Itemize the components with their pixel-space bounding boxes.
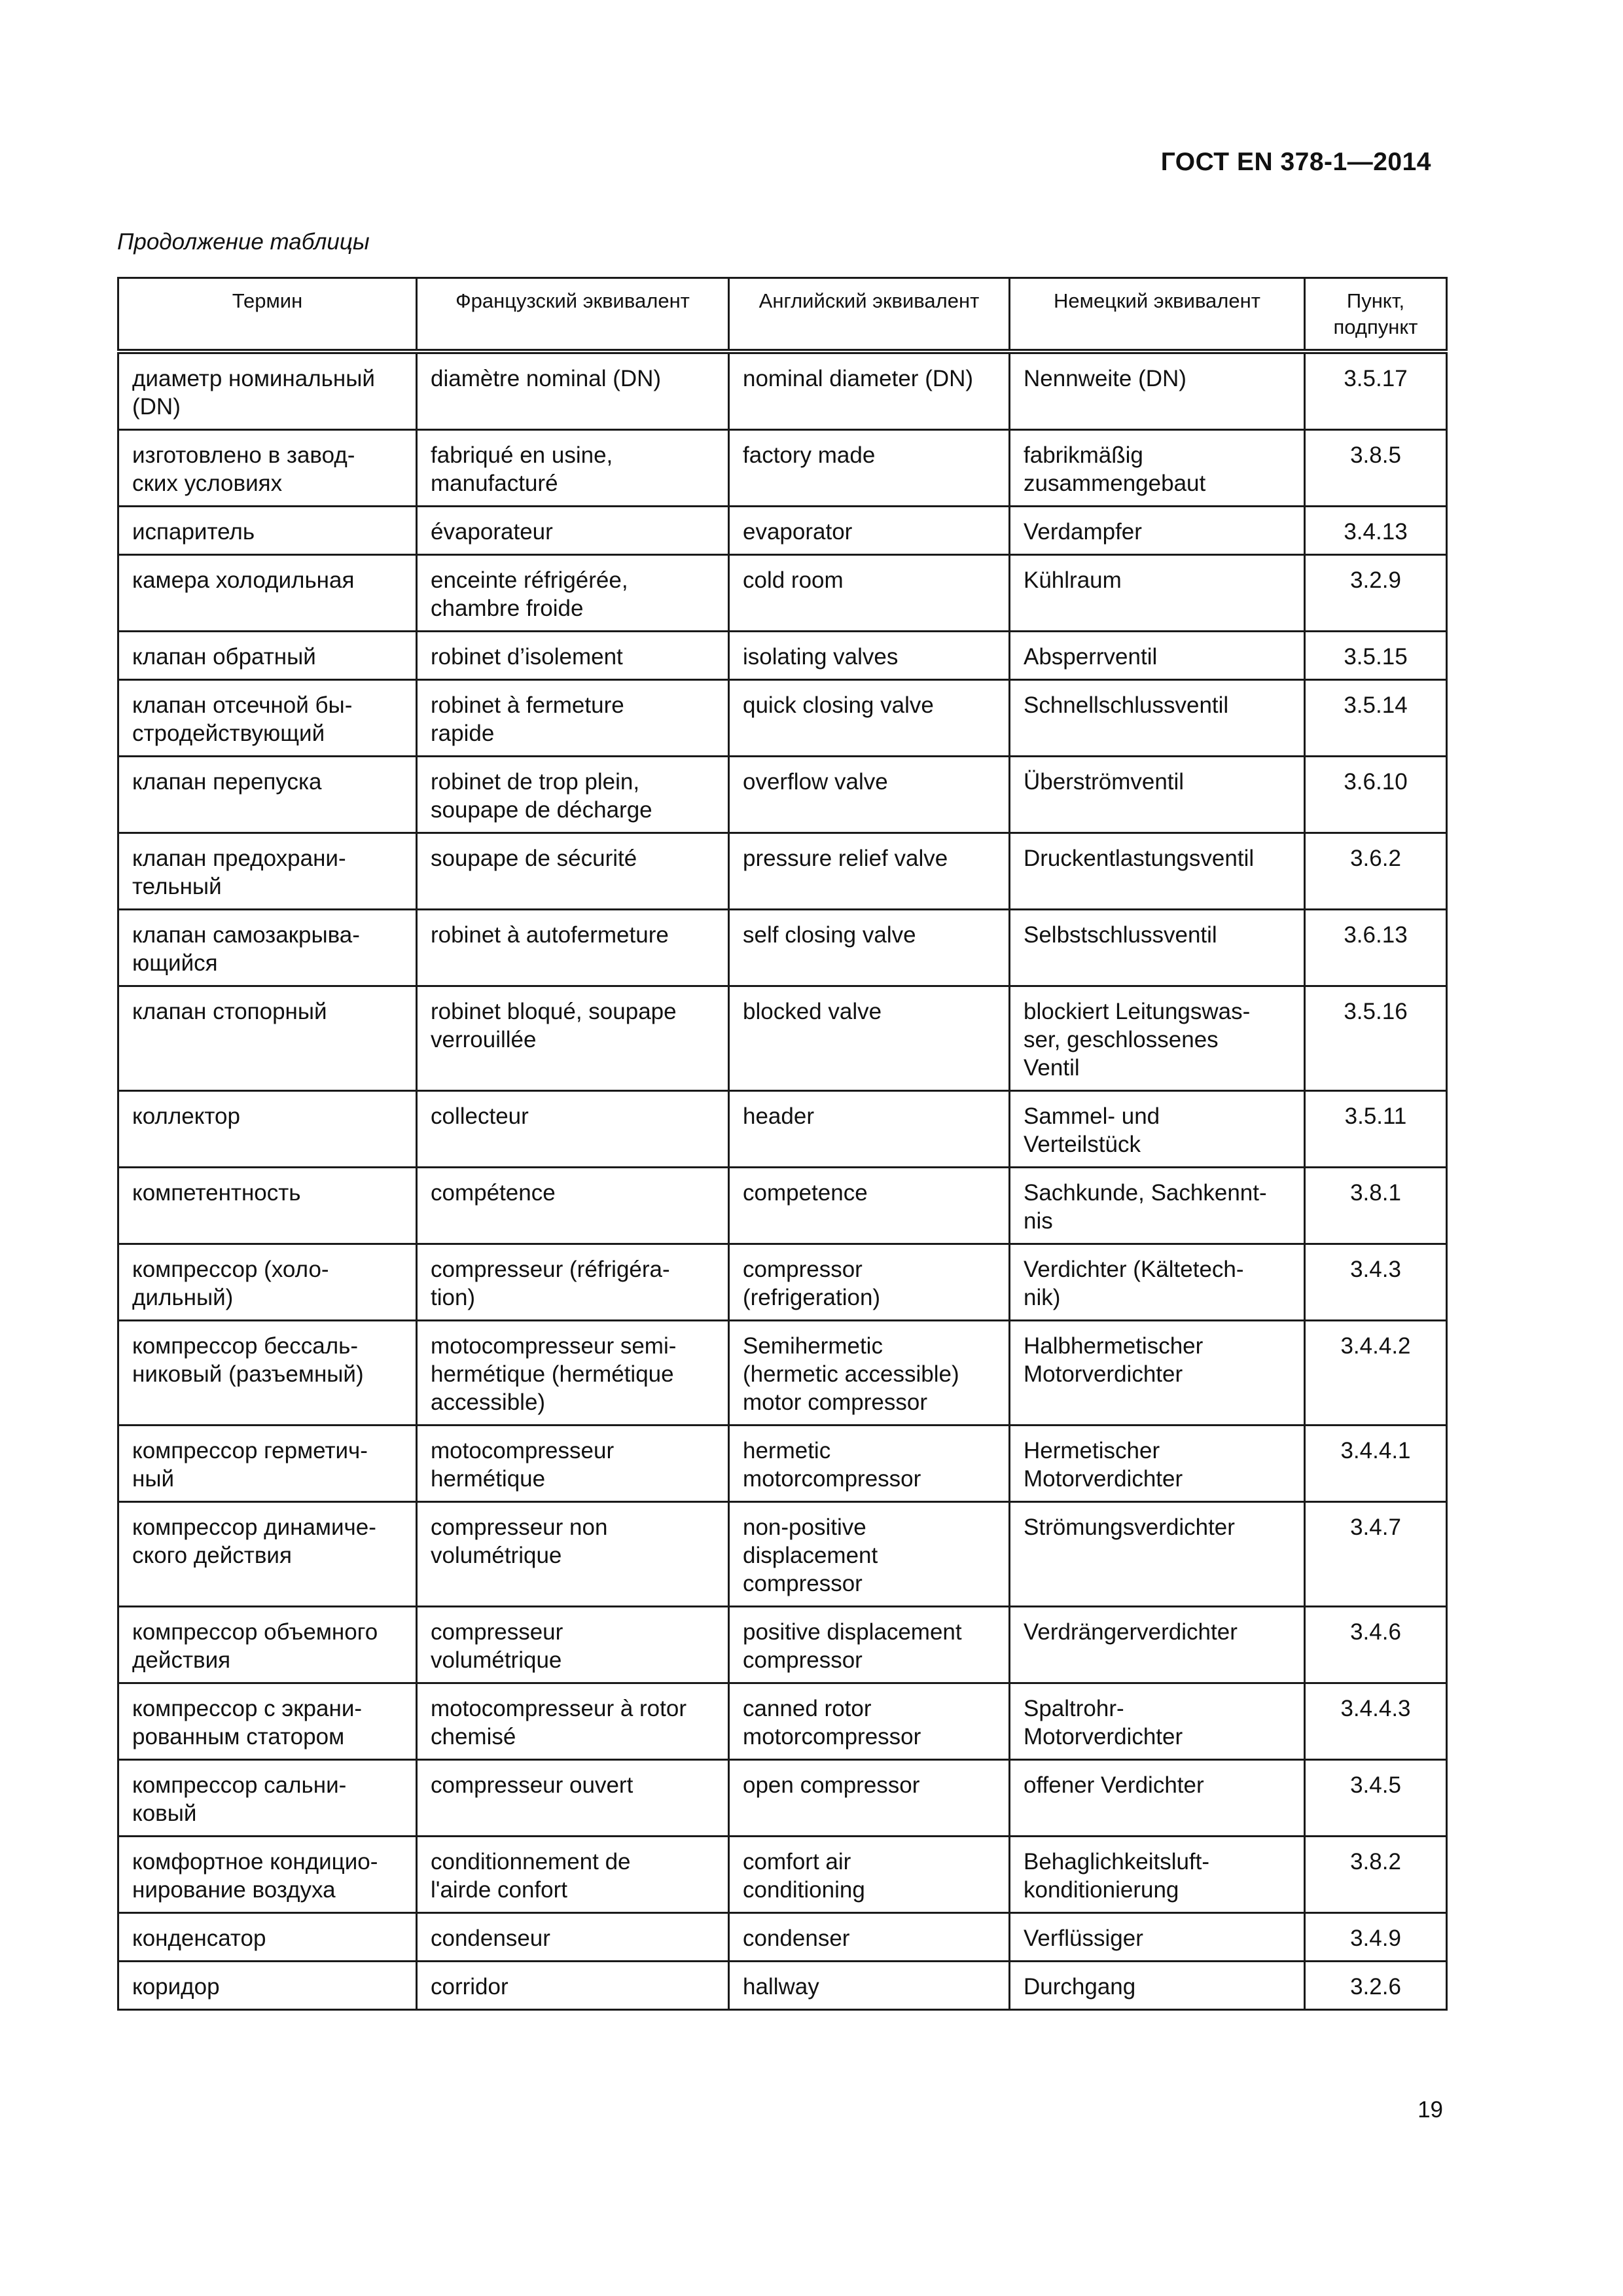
- document-code: ГОСТ EN 378-1—2014: [1160, 148, 1431, 176]
- cell-german: blockiert Leitungswas- ser, geschlossenes Ventil: [1010, 986, 1305, 1090]
- cell-term: компрессор (холо- дильный): [118, 1244, 417, 1320]
- cell-german: Kühlraum: [1010, 554, 1305, 631]
- cell-clause: 3.5.14: [1305, 679, 1447, 756]
- cell-clause: 3.6.10: [1305, 756, 1447, 833]
- cell-french: collecteur: [417, 1090, 729, 1167]
- cell-french: corridor: [417, 1961, 729, 2009]
- cell-clause: 3.4.3: [1305, 1244, 1447, 1320]
- cell-german: Spaltrohr- Motorverdichter: [1010, 1683, 1305, 1759]
- cell-german: Nennweite (DN): [1010, 351, 1305, 430]
- table-row: [118, 756, 1447, 833]
- cell-french: compresseur ouvert: [417, 1759, 729, 1836]
- cell-clause: 3.5.16: [1305, 986, 1447, 1090]
- cell-german: Verflüssiger: [1010, 1912, 1305, 1961]
- column-header-clause: Пункт, подпункт: [1305, 278, 1447, 351]
- cell-english: canned rotor motorcompressor: [729, 1683, 1010, 1759]
- cell-english: factory made: [729, 429, 1010, 506]
- cell-term: компрессор с экрани- рованным статором: [118, 1683, 417, 1759]
- table-row: [118, 506, 1447, 554]
- cell-term: клапан отсечной бы- стродействующий: [118, 679, 417, 756]
- cell-term: испаритель: [118, 506, 417, 554]
- cell-term: диаметр номинальный (DN): [118, 351, 417, 430]
- cell-english: cold room: [729, 554, 1010, 631]
- cell-clause: 3.6.2: [1305, 833, 1447, 909]
- column-header-french: Французский эквивалент: [417, 278, 729, 351]
- cell-french: robinet à autofermeture: [417, 909, 729, 986]
- cell-german: Verdrängerverdichter: [1010, 1606, 1305, 1683]
- cell-german: Druckentlastungsventil: [1010, 833, 1305, 909]
- cell-english: condenser: [729, 1912, 1010, 1961]
- cell-french: robinet de trop plein, soupape de décharge: [417, 756, 729, 833]
- cell-clause: 3.4.13: [1305, 506, 1447, 554]
- cell-german: Sammel- und Verteilstück: [1010, 1090, 1305, 1167]
- table-row: [118, 909, 1447, 986]
- table-header-row: [118, 278, 1447, 351]
- terms-table: [117, 277, 1448, 2011]
- cell-term: компрессор бессаль- никовый (разъемный): [118, 1320, 417, 1425]
- table-row: [118, 1320, 1447, 1425]
- cell-german: Hermetischer Motorverdichter: [1010, 1425, 1305, 1501]
- table-row: [118, 1836, 1447, 1912]
- table-row: [118, 833, 1447, 909]
- cell-term: компетентность: [118, 1167, 417, 1244]
- cell-french: évaporateur: [417, 506, 729, 554]
- column-header-term: Термин: [118, 278, 417, 351]
- cell-clause: 3.4.6: [1305, 1606, 1447, 1683]
- cell-term: изготовлено в завод- ских условиях: [118, 429, 417, 506]
- table-row: [118, 1759, 1447, 1836]
- cell-english: self closing valve: [729, 909, 1010, 986]
- cell-french: fabriqué en usine, manufacturé: [417, 429, 729, 506]
- cell-english: hallway: [729, 1961, 1010, 2009]
- cell-clause: 3.4.4.3: [1305, 1683, 1447, 1759]
- cell-english: isolating valves: [729, 631, 1010, 679]
- cell-term: коллектор: [118, 1090, 417, 1167]
- cell-english: overflow valve: [729, 756, 1010, 833]
- cell-english: compressor (refrigeration): [729, 1244, 1010, 1320]
- cell-clause: 3.8.5: [1305, 429, 1447, 506]
- cell-term: клапан стопорный: [118, 986, 417, 1090]
- cell-clause: 3.2.9: [1305, 554, 1447, 631]
- cell-english: non-positive displacement compressor: [729, 1501, 1010, 1606]
- cell-term: клапан самозакрыва- ющийся: [118, 909, 417, 986]
- cell-english: pressure relief valve: [729, 833, 1010, 909]
- table-row: [118, 1606, 1447, 1683]
- cell-french: compresseur non volumétrique: [417, 1501, 729, 1606]
- page-number: 19: [1418, 2097, 1443, 2123]
- table-row: [118, 1090, 1447, 1167]
- cell-french: robinet à fermeture rapide: [417, 679, 729, 756]
- cell-clause: 3.4.7: [1305, 1501, 1447, 1606]
- table-continuation-caption: Продолжение таблицы: [117, 229, 370, 255]
- cell-clause: 3.4.4.2: [1305, 1320, 1447, 1425]
- cell-german: Durchgang: [1010, 1961, 1305, 2009]
- cell-french: compétence: [417, 1167, 729, 1244]
- cell-german: Selbstschlussventil: [1010, 909, 1305, 986]
- cell-clause: 3.5.11: [1305, 1090, 1447, 1167]
- table-row: [118, 1683, 1447, 1759]
- cell-term: клапан обратный: [118, 631, 417, 679]
- table-body: [118, 351, 1447, 2010]
- cell-french: compresseur (réfrigéra- tion): [417, 1244, 729, 1320]
- cell-german: Verdichter (Kältetech- nik): [1010, 1244, 1305, 1320]
- cell-german: fabrikmäßig zusammengebaut: [1010, 429, 1305, 506]
- cell-english: nominal diameter (DN): [729, 351, 1010, 430]
- cell-english: quick closing valve: [729, 679, 1010, 756]
- cell-english: blocked valve: [729, 986, 1010, 1090]
- cell-term: камера холодильная: [118, 554, 417, 631]
- table-row: [118, 1912, 1447, 1961]
- cell-german: Verdampfer: [1010, 506, 1305, 554]
- table-row: [118, 351, 1447, 430]
- cell-clause: 3.5.17: [1305, 351, 1447, 430]
- cell-french: diamètre nominal (DN): [417, 351, 729, 430]
- cell-clause: 3.8.2: [1305, 1836, 1447, 1912]
- cell-french: robinet bloqué, soupape verrouillée: [417, 986, 729, 1090]
- cell-english: Semihermetic (hermetic accessible) motor compressor: [729, 1320, 1010, 1425]
- cell-french: compresseur volumétrique: [417, 1606, 729, 1683]
- cell-term: комфортное кондицио- нирование воздуха: [118, 1836, 417, 1912]
- table-row: [118, 1501, 1447, 1606]
- cell-german: offener Verdichter: [1010, 1759, 1305, 1836]
- cell-english: header: [729, 1090, 1010, 1167]
- cell-term: клапан перепуска: [118, 756, 417, 833]
- cell-french: motocompresseur à rotor chemisé: [417, 1683, 729, 1759]
- cell-term: компрессор динамиче- ского действия: [118, 1501, 417, 1606]
- cell-french: conditionnement de l'airde confort: [417, 1836, 729, 1912]
- cell-english: competence: [729, 1167, 1010, 1244]
- cell-german: Halbhermetischer Motorverdichter: [1010, 1320, 1305, 1425]
- cell-term: клапан предохрани- тельный: [118, 833, 417, 909]
- cell-term: компрессор герметич- ный: [118, 1425, 417, 1501]
- cell-clause: 3.5.15: [1305, 631, 1447, 679]
- cell-english: open compressor: [729, 1759, 1010, 1836]
- table-row: [118, 1961, 1447, 2009]
- cell-clause: 3.8.1: [1305, 1167, 1447, 1244]
- table-row: [118, 554, 1447, 631]
- cell-clause: 3.2.6: [1305, 1961, 1447, 2009]
- cell-german: Schnellschlussventil: [1010, 679, 1305, 756]
- cell-french: motocompresseur semi- hermétique (hermétique accessible): [417, 1320, 729, 1425]
- cell-german: Sachkunde, Sachkennt- nis: [1010, 1167, 1305, 1244]
- cell-german: Absperrventil: [1010, 631, 1305, 679]
- cell-french: condenseur: [417, 1912, 729, 1961]
- table-row: [118, 1425, 1447, 1501]
- cell-clause: 3.6.13: [1305, 909, 1447, 986]
- table-row: [118, 679, 1447, 756]
- cell-french: motocompresseur hermétique: [417, 1425, 729, 1501]
- cell-french: robinet d’isolement: [417, 631, 729, 679]
- cell-clause: 3.4.9: [1305, 1912, 1447, 1961]
- table-row: [118, 1244, 1447, 1320]
- cell-english: positive displacement compressor: [729, 1606, 1010, 1683]
- column-header-german: Немецкий эквивалент: [1010, 278, 1305, 351]
- cell-english: hermetic motorcompressor: [729, 1425, 1010, 1501]
- table-row: [118, 429, 1447, 506]
- cell-term: коридор: [118, 1961, 417, 2009]
- cell-french: soupape de sécurité: [417, 833, 729, 909]
- cell-english: evaporator: [729, 506, 1010, 554]
- column-header-english: Английский эквивалент: [729, 278, 1010, 351]
- cell-clause: 3.4.5: [1305, 1759, 1447, 1836]
- table-row: [118, 986, 1447, 1090]
- cell-term: компрессор объемного действия: [118, 1606, 417, 1683]
- cell-german: Überströmventil: [1010, 756, 1305, 833]
- cell-term: конденсатор: [118, 1912, 417, 1961]
- cell-french: enceinte réfrigérée, chambre froide: [417, 554, 729, 631]
- table-row: [118, 631, 1447, 679]
- cell-german: Strömungsverdichter: [1010, 1501, 1305, 1606]
- cell-english: comfort air conditioning: [729, 1836, 1010, 1912]
- table-row: [118, 1167, 1447, 1244]
- cell-german: Behaglichkeitsluft- konditionierung: [1010, 1836, 1305, 1912]
- cell-term: компрессор сальни- ковый: [118, 1759, 417, 1836]
- cell-clause: 3.4.4.1: [1305, 1425, 1447, 1501]
